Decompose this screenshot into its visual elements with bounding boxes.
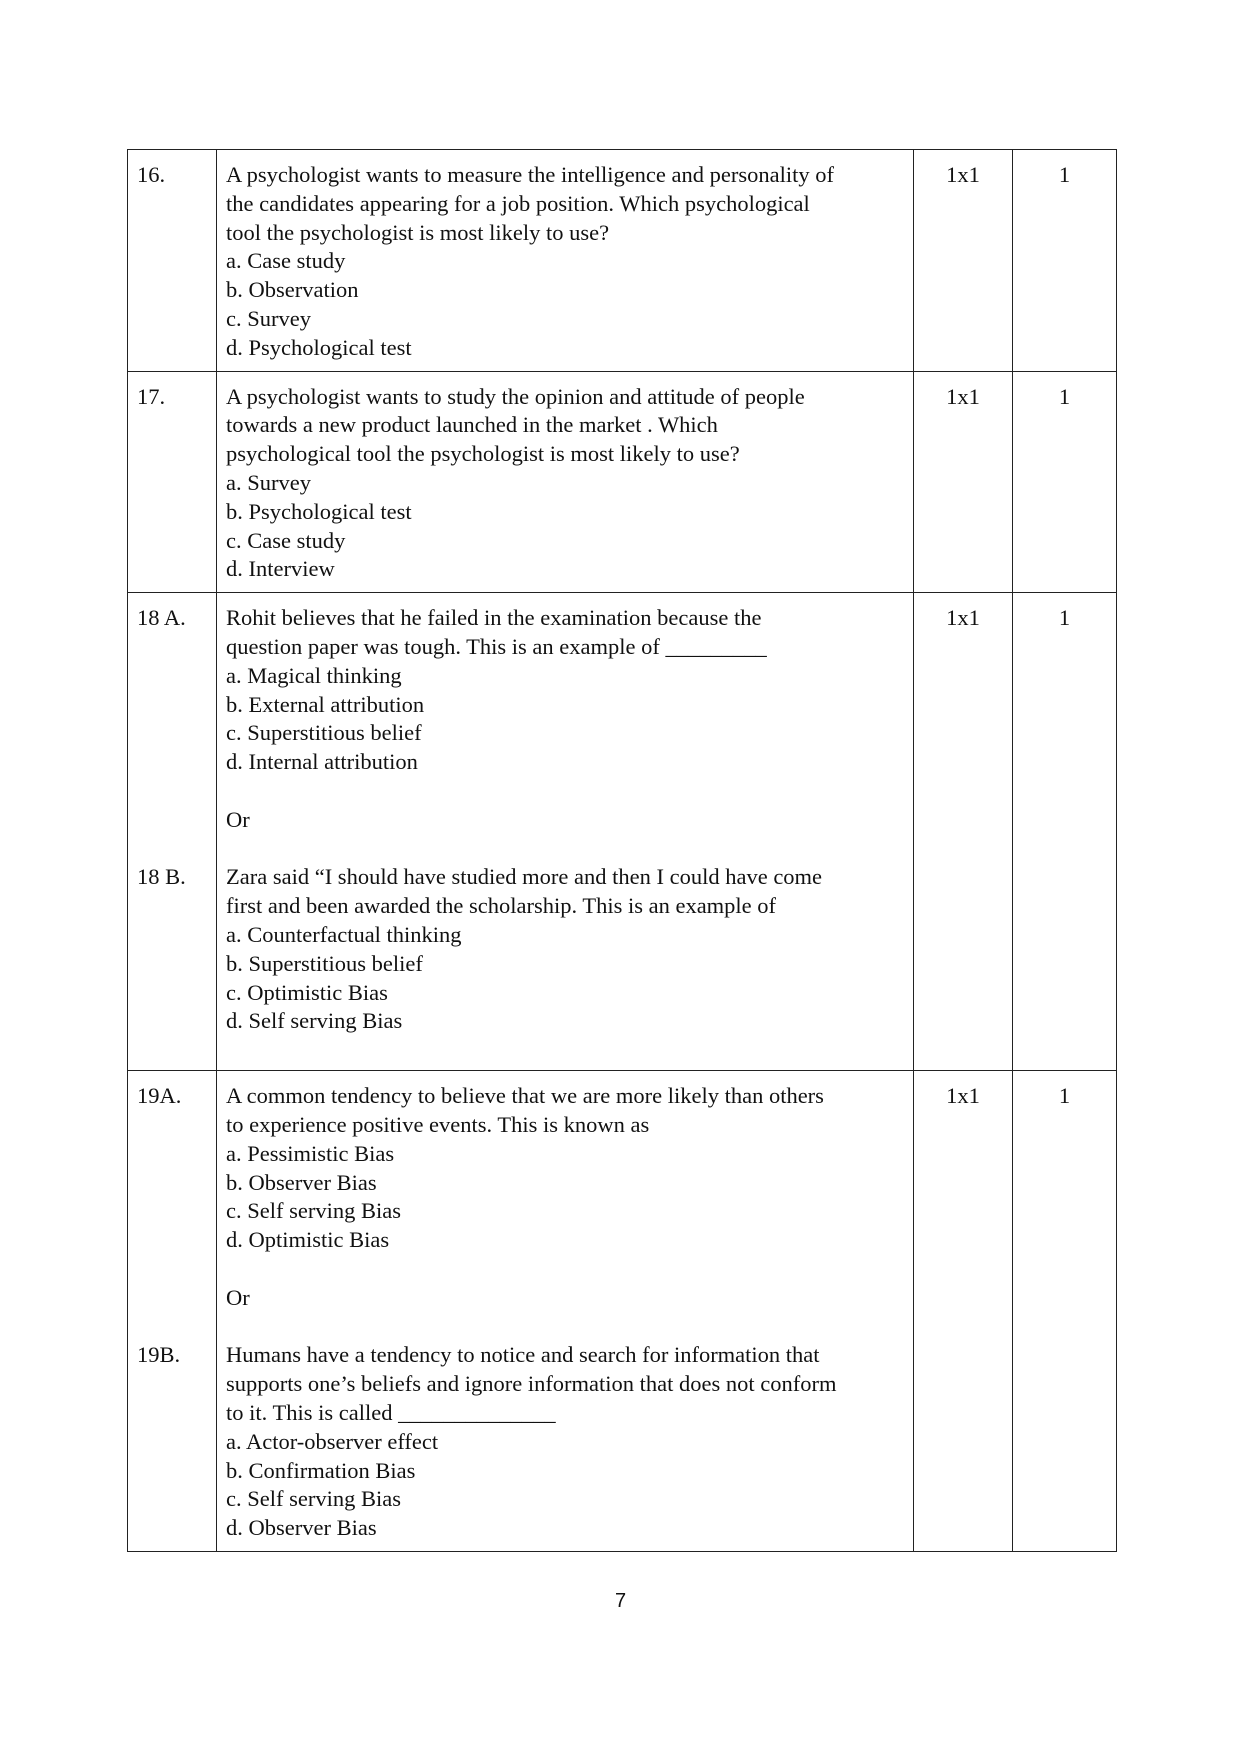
option-c: c. Survey — [226, 305, 311, 331]
option-a: a. Actor-observer effect — [226, 1428, 439, 1454]
marks-split-value: 1x1 — [946, 162, 980, 187]
question-stem-line: A psychologist wants to measure the intelligence and personality of — [226, 162, 834, 187]
question-text — [217, 371, 914, 593]
question-stem-line: A common tendency to believe that we are more likely than others — [226, 1083, 824, 1109]
question-number-label-b: 19B. — [137, 1342, 181, 1368]
question-stem-line: A psychologist wants to study the opinion and attitude of people — [226, 383, 805, 409]
marks-split-value: 1x1 — [946, 1083, 980, 1109]
question-stem-line: first and been awarded the scholarship. This is an example of — [226, 893, 777, 919]
question-stem-line: to experience positive events. This is known as — [226, 1111, 650, 1137]
option-c: c. Self serving Bias — [226, 1486, 401, 1512]
option-c: c. Superstitious belief — [226, 720, 422, 746]
question-number-label-a: 19A. — [137, 1083, 182, 1109]
marks-split — [914, 371, 1013, 593]
question-stem-line: Zara said “I should have studied more and then I could have come — [226, 864, 823, 890]
question-stem-line: psychological tool the psychologist is most likely to use? — [226, 441, 740, 467]
option-c: c. Case study — [226, 527, 346, 553]
marks-total — [1013, 1071, 1117, 1552]
question-stem-line: question paper was tough. This is an example of _________ — [226, 633, 767, 659]
option-d: d. Observer Bias — [226, 1515, 377, 1541]
option-c: c. Optimistic Bias — [226, 979, 388, 1005]
question-stem-line: to it. This is called ______________ — [226, 1399, 556, 1425]
option-b: b. Confirmation Bias — [226, 1457, 416, 1483]
question-stem-line: tool the psychologist is most likely to use? — [226, 219, 610, 245]
marks-total-value: 1 — [1058, 605, 1071, 631]
marks-total — [1013, 593, 1117, 1071]
marks-total-value: 1 — [1058, 383, 1071, 409]
option-a: a. Counterfactual thinking — [226, 921, 462, 947]
marks-total — [1013, 371, 1117, 593]
option-b: b. Superstitious belief — [226, 950, 423, 976]
question-stem-line: the candidates appearing for a job position. Which psychological — [226, 190, 810, 216]
marks-split-value: 1x1 — [946, 605, 980, 631]
option-d: d. Psychological test — [226, 334, 412, 360]
question-stem-line: Rohit believes that he failed in the examination because the — [226, 605, 762, 631]
option-b: b. Observation — [226, 277, 359, 303]
option-d: d. Self serving Bias — [226, 1008, 403, 1034]
question-row-19 — [128, 1071, 1117, 1552]
question-number — [128, 150, 217, 372]
marks-total-value: 1 — [1058, 162, 1071, 187]
marks-total-value: 1 — [1058, 1083, 1071, 1109]
question-text — [217, 593, 914, 1071]
option-d: d. Interview — [226, 556, 335, 582]
question-row-16 — [128, 150, 1117, 372]
question-text — [217, 150, 914, 372]
option-b: b. Observer Bias — [226, 1169, 377, 1195]
question-number — [128, 593, 217, 1071]
question-number — [128, 371, 217, 593]
question-stem-line: supports one’s beliefs and ignore information that does not conform — [226, 1371, 837, 1397]
question-stem-line: towards a new product launched in the market . Which — [226, 412, 718, 438]
option-c: c. Self serving Bias — [226, 1198, 401, 1224]
question-number-label-b: 18 B. — [137, 864, 186, 890]
question-number-label: 17. — [137, 383, 166, 409]
question-number-label: 16. — [137, 162, 166, 187]
option-a: a. Magical thinking — [226, 662, 402, 688]
option-b: b. External attribution — [226, 691, 425, 717]
option-a: a. Pessimistic Bias — [226, 1140, 395, 1166]
option-a: a. Case study — [226, 248, 346, 274]
marks-split — [914, 593, 1013, 1071]
question-row-18 — [128, 593, 1117, 1071]
or-separator: Or — [226, 1284, 250, 1310]
question-row-17 — [128, 371, 1117, 593]
marks-split-value: 1x1 — [946, 383, 980, 409]
question-table — [127, 149, 1117, 1552]
option-b: b. Psychological test — [226, 498, 412, 524]
option-d: d. Optimistic Bias — [226, 1227, 390, 1253]
option-a: a. Survey — [226, 469, 311, 495]
marks-total — [1013, 150, 1117, 372]
option-d: d. Internal attribution — [226, 749, 418, 775]
question-stem-line: Humans have a tendency to notice and search for information that — [226, 1342, 820, 1368]
marks-split — [914, 150, 1013, 372]
marks-split — [914, 1071, 1013, 1552]
question-number-label-a: 18 A. — [137, 605, 186, 631]
page-number: 7 — [614, 1590, 627, 1612]
question-text — [217, 1071, 914, 1552]
question-number — [128, 1071, 217, 1552]
or-separator: Or — [226, 806, 250, 832]
